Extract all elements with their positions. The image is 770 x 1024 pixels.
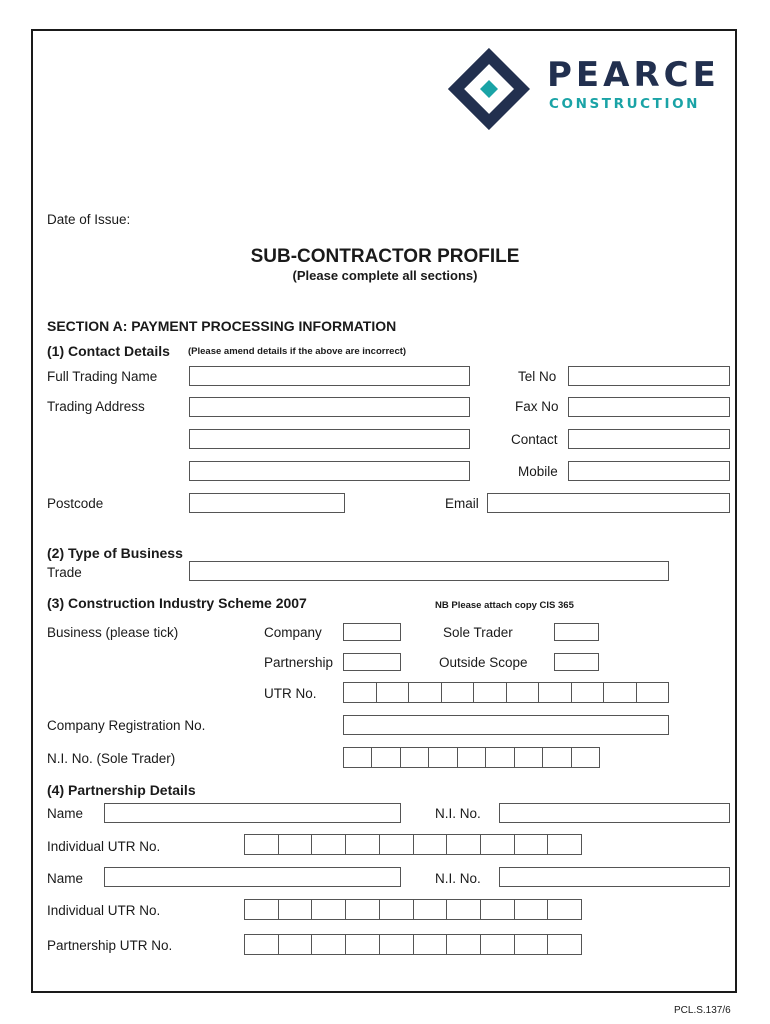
ni-no-sole-trader-cells[interactable]	[343, 747, 600, 768]
business-tick-label: Business (please tick)	[47, 625, 179, 640]
sole-trader-checkbox[interactable]	[554, 623, 599, 641]
contact-details-heading: (1) Contact Details	[47, 343, 170, 359]
mobile-label: Mobile	[518, 464, 558, 479]
utr-no-label: UTR No.	[264, 686, 317, 701]
email-field[interactable]	[487, 493, 730, 513]
partner-1-utr-cells[interactable]	[244, 834, 582, 855]
mobile-field[interactable]	[568, 461, 730, 481]
cis-heading: (3) Construction Industry Scheme 2007	[47, 595, 307, 611]
full-trading-name-field[interactable]	[189, 366, 470, 386]
section-a-heading: SECTION A: PAYMENT PROCESSING INFORMATION	[47, 318, 397, 334]
company-checkbox[interactable]	[343, 623, 401, 641]
partner-2-name-field[interactable]	[104, 867, 401, 887]
full-trading-name-label: Full Trading Name	[47, 369, 158, 384]
partner-2-name-label: Name	[47, 871, 84, 886]
partner-1-utr-label: Individual UTR No.	[47, 839, 161, 854]
ni-no-sole-trader-label: N.I. No. (Sole Trader)	[47, 751, 176, 766]
partner-2-ni-no-field[interactable]	[499, 867, 730, 887]
trade-label: Trade	[47, 565, 82, 580]
sole-trader-label: Sole Trader	[443, 625, 513, 640]
partner-1-name-label: Name	[47, 806, 84, 821]
partnership-utr-label: Partnership UTR No.	[47, 938, 173, 953]
contact-field[interactable]	[568, 429, 730, 449]
trading-address-field-3[interactable]	[189, 461, 470, 481]
company-label: Company	[264, 625, 322, 640]
outside-scope-checkbox[interactable]	[554, 653, 599, 671]
partnership-utr-cells[interactable]	[244, 934, 582, 955]
email-label: Email	[445, 496, 479, 511]
type-of-business-heading: (2) Type of Business	[47, 545, 183, 561]
trading-address-field-1[interactable]	[189, 397, 470, 417]
logo-wordmark: PEARCE	[547, 55, 720, 95]
logo-diamond-icon	[446, 46, 532, 132]
partnership-checkbox[interactable]	[343, 653, 401, 671]
partner-1-ni-no-field[interactable]	[499, 803, 730, 823]
company-reg-no-label: Company Registration No.	[47, 718, 206, 733]
date-of-issue-label: Date of Issue:	[47, 212, 131, 227]
postcode-label: Postcode	[47, 496, 104, 511]
utr-no-cells[interactable]	[343, 682, 669, 703]
trade-field[interactable]	[189, 561, 669, 581]
partnership-details-heading: (4) Partnership Details	[47, 782, 196, 798]
logo-subtitle: CONSTRUCTION	[549, 96, 701, 112]
form-code: PCL.S.137/6	[674, 1005, 731, 1016]
fax-no-label: Fax No	[515, 399, 559, 414]
partner-2-ni-no-label: N.I. No.	[435, 871, 481, 886]
outside-scope-label: Outside Scope	[439, 655, 528, 670]
contact-label: Contact	[511, 432, 558, 447]
trading-address-field-2[interactable]	[189, 429, 470, 449]
partner-2-utr-label: Individual UTR No.	[47, 903, 161, 918]
company-reg-no-field[interactable]	[343, 715, 669, 735]
partner-2-utr-cells[interactable]	[244, 899, 582, 920]
postcode-field[interactable]	[189, 493, 345, 513]
partner-1-name-field[interactable]	[104, 803, 401, 823]
fax-no-field[interactable]	[568, 397, 730, 417]
trading-address-label: Trading Address	[47, 399, 145, 414]
partner-1-ni-no-label: N.I. No.	[435, 806, 481, 821]
tel-no-label: Tel No	[518, 369, 557, 384]
cis-note: NB Please attach copy CIS 365	[435, 600, 574, 611]
partnership-label: Partnership	[264, 655, 334, 670]
tel-no-field[interactable]	[568, 366, 730, 386]
page-subtitle: (Please complete all sections)	[292, 268, 478, 283]
page-title: SUB-CONTRACTOR PROFILE	[250, 246, 520, 267]
contact-details-note: (Please amend details if the above are incorrect)	[188, 346, 407, 357]
